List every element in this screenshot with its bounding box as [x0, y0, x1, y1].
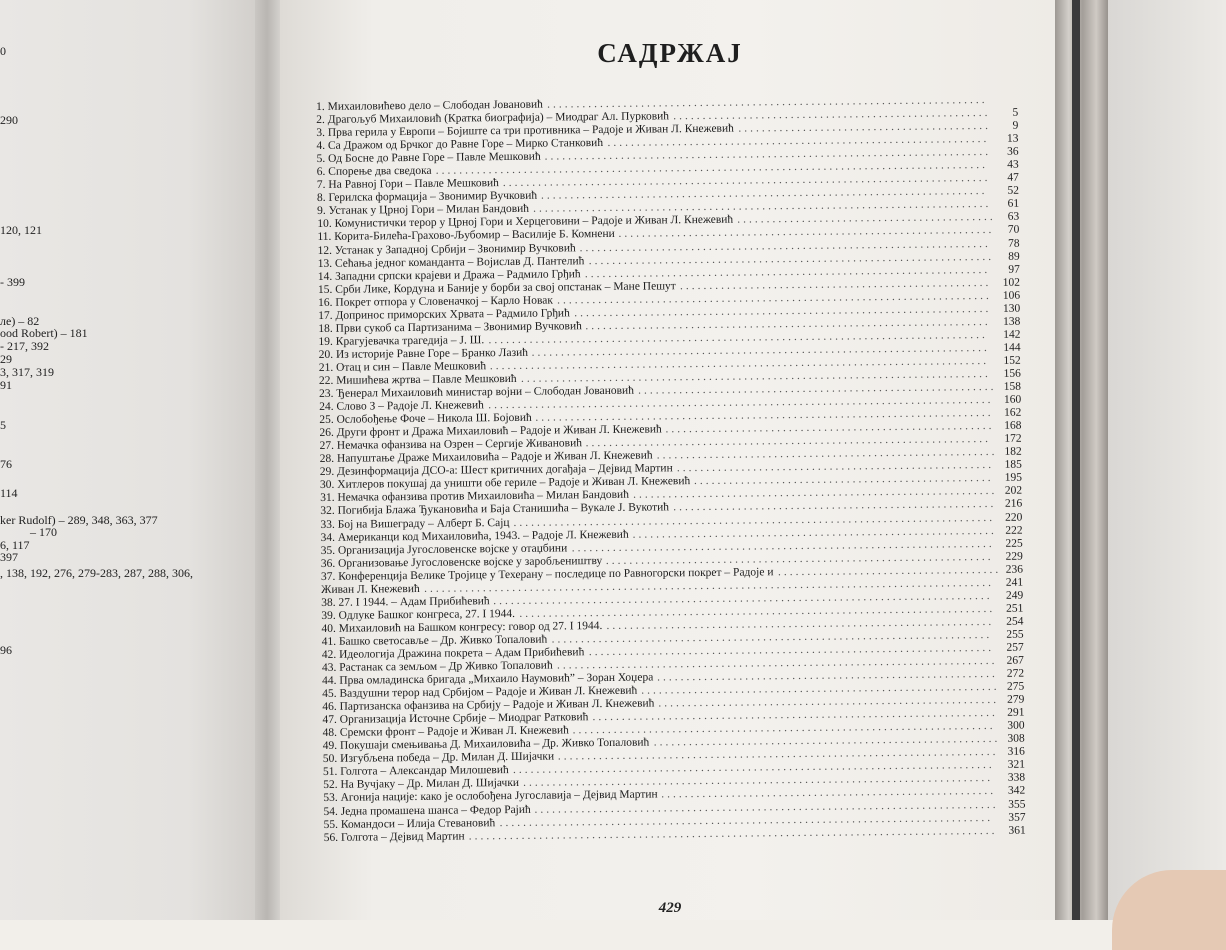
toc-entry-title: 23. Ђенерал Михаиловић министар војни – Слободан Јовановић — [319, 385, 634, 401]
toc-entry-page: 254 — [1001, 615, 1023, 628]
toc-entry-title: 55. Командоси – Илија Стевановић — [324, 817, 496, 832]
toc-entry-title: 33. Бој на Вишеграду – Алберт Б. Сајц — [320, 516, 509, 531]
toc-entry-title: 45. Ваздушни терор над Србијом – Радоје и Живан Л. Кнежевић — [322, 685, 637, 701]
toc-entry-title: 30. Хитлеров покушај да уништи обе гериле – Радоје и Живан Л. Кнежевић — [320, 475, 690, 492]
toc-entry-page: 229 — [1001, 550, 1023, 563]
toc-leader-dots: ........................................................................... — [552, 629, 1002, 647]
index-fragment: 290 — [0, 113, 18, 128]
toc-leader-dots: .................................................................. — [606, 550, 1001, 567]
toc-leader-dots: ........................................................... — [654, 733, 1003, 750]
toc-entry-page: 291 — [1002, 707, 1024, 720]
toc-entry-title: 46. Партизанска офанзива на Србију – Радоје и Живан Л. Кнежевић — [322, 698, 654, 714]
toc-entry-page: 9 — [996, 120, 1018, 133]
toc-entry-page: 152 — [999, 355, 1021, 368]
toc-entry-page: 142 — [998, 328, 1020, 341]
toc-entry-page: 249 — [1001, 589, 1023, 602]
index-fragment: 96 — [0, 643, 12, 658]
toc-entry-page: 355 — [1003, 798, 1025, 811]
toc-entry-title: 2. Драгољуб Михаиловић (Кратка биографија) – Миодраг Ал. Пурковић — [316, 110, 669, 127]
toc-leader-dots: ....................................................... — [673, 498, 1000, 514]
index-fragment: 114 — [0, 486, 18, 501]
toc-leader-dots: .......................................................... — [657, 446, 1000, 463]
toc-leader-dots: ..................................................................................... — [488, 329, 998, 347]
toc-leader-dots: ..................................................................... — [589, 642, 1002, 659]
toc-entry-title: 5. Од Босне до Равне Горе – Павле Мешковић — [317, 151, 541, 166]
toc-entry-page: 361 — [1004, 824, 1026, 837]
toc-entry-title: 16. Покрет отпора у Словеначкој – Карло Новак — [318, 294, 553, 309]
toc-entry-title: 49. Покушаји смењивања Д. Михаиловића – Др. Живко Топаловић — [323, 737, 650, 753]
page-title: САДРЖАЈ — [280, 38, 1060, 69]
toc-leader-dots: ........................................................ — [665, 420, 999, 436]
toc-entry-title: 54. Једна промашена шанса – Федор Рајић — [323, 803, 530, 818]
toc-entry-page: 182 — [1000, 446, 1022, 459]
toc-leader-dots: ..................................................................................... — [493, 590, 1001, 608]
toc-entry-title: 34. Американци код Михаиловића, 1943. – Радоје Л. Кнежевић — [321, 528, 629, 544]
toc-entry-page: 130 — [998, 302, 1020, 315]
toc-entry-page: 102 — [998, 276, 1020, 289]
toc-leader-dots: ............................................................. — [641, 681, 1002, 698]
toc-leader-dots: ........................................................................ — [572, 537, 1001, 554]
toc-entry-page: 267 — [1002, 655, 1024, 668]
toc-entry-page: 321 — [1003, 759, 1025, 772]
toc-entry-title: 52. На Вучјаку – Др. Милан Д. Шијачки — [323, 777, 519, 792]
toc-leader-dots: .......................................................................... — [557, 290, 998, 308]
toc-leader-dots: ...................................................................... — [579, 237, 997, 254]
toc-leader-dots: ............................................................................ — [541, 185, 997, 203]
page-number: 429 — [280, 900, 1060, 917]
toc-leader-dots: ............................................................................ — [545, 146, 997, 164]
toc-leader-dots: ........................................................................ — [573, 720, 1003, 738]
toc-entry-page: 89 — [998, 250, 1020, 263]
toc-entry-page: 97 — [998, 263, 1020, 276]
toc-entry-title: 51. Голгота – Александар Милошевић — [323, 764, 509, 779]
index-fragment: , 138, 192, 276, 279-283, 287, 288, 306, — [0, 566, 193, 581]
toc-entry-title: 18. Први сукоб са Партизанима – Звонимир Вучковић — [318, 320, 582, 336]
toc-entry-title: 19. Крагујевачка трагедија – Ј. Ш. — [318, 334, 484, 349]
toc-entry-page: 156 — [999, 368, 1021, 381]
toc-leader-dots: ..................................................................................... — [490, 355, 999, 373]
toc-entry-page: 222 — [1000, 524, 1022, 537]
toc-entry-page: 357 — [1003, 811, 1025, 824]
toc-entry-title: 21. Отац и син – Павле Мешковић — [319, 360, 486, 375]
index-fragment: ле) – 82 — [0, 314, 39, 329]
index-fragment: 76 — [0, 457, 12, 472]
toc-leader-dots: .................................................................................. — [513, 759, 1003, 777]
index-fragment: 0 — [0, 44, 6, 59]
toc-entry-title: 27. Немачка офанзива на Озрен – Сергије Живановић — [320, 437, 582, 453]
toc-entry-title: 53. Агонија нације: како је ослобођена Југославија – Дејвид Мартин — [323, 789, 658, 806]
toc-entry-page: 13 — [996, 133, 1018, 146]
toc-entry-page: 300 — [1003, 720, 1025, 733]
toc-leader-dots: .......................................................... — [658, 694, 1002, 711]
toc-entry-title: 32. Погибија Блажа Ђукановића и Баја Станишића – Вукале Ј. Вукотић — [320, 502, 669, 519]
toc-entry-title: 26. Други фронт и Дража Михаиловић – Радоје и Живан Л. Кнежевић — [319, 424, 661, 441]
toc-entry-page: 162 — [999, 407, 1021, 420]
toc-leader-dots: .............................................................. — [632, 524, 1000, 541]
toc-entry-title: 37. Конференција Велике Тројице у Техерану – последице по Равногорски покрет – Радоје и — [321, 566, 774, 584]
toc-entry-title: 22. Мишићева жртва – Павле Мешковић — [319, 373, 517, 388]
toc-leader-dots: ..................................................................... — [586, 433, 1000, 450]
toc-entry-page: 5 — [996, 107, 1018, 120]
toc-entry-title: 38. 27. I 1944. – Адам Прибићевић — [321, 595, 490, 610]
toc-leader-dots: ........................................................................... — [557, 655, 1002, 673]
toc-entry-page: 195 — [1000, 472, 1022, 485]
toc-entry-title: 40. Михаиловић на Башком конгресу: говор од 27. I 1944. — [321, 620, 602, 636]
index-fragment: ker Rudolf) – 289, 348, 363, 377 — [0, 513, 158, 528]
toc-entry-page: 225 — [1001, 537, 1023, 550]
toc-entry-title: 9. Устанак у Црној Гори – Милан Бандовић — [317, 203, 529, 218]
toc-entry-page: 316 — [1003, 746, 1025, 759]
toc-entry-title: 39. Одлуке Башког конгреса, 27. I 1944. — [321, 608, 515, 623]
toc-entry-title: 15. Срби Лике, Кордуна и Баније у борби за свој опстанак – Мане Пешут — [318, 280, 676, 297]
toc-leader-dots: ...................................................... — [673, 107, 996, 123]
toc-entry-title: 12. Устанак у Западној Србији – Звонимир Вучковић — [318, 242, 576, 258]
toc-entry-title: Живан Л. Кнежевић — [321, 583, 420, 597]
toc-entry-page: 138 — [998, 315, 1020, 328]
toc-entry-title: 56. Голгота – Дејвид Мартин — [324, 830, 465, 844]
toc-entry-page: 70 — [997, 224, 1019, 237]
toc-entry-title: 31. Немачка офанзива против Михаиловића – Милан Бандовић — [320, 489, 629, 505]
toc-leader-dots: ................................................................. — [607, 133, 996, 150]
toc-leader-dots: ................................................................................... — [503, 172, 997, 190]
toc-entry-title: 20. Из историје Равне Горе – Бранко Лазић — [319, 347, 528, 362]
toc-leader-dots: ...................................................................................... — [488, 394, 999, 412]
background — [1108, 0, 1226, 920]
toc-leader-dots: ................................................... — [694, 472, 1000, 488]
toc-entry-title: 10. Комунистички терор у Црној Гори и Херцеговини – Радоје и Живан Л. Кнежевић — [317, 214, 733, 231]
toc-leader-dots: ..................................................................... — [592, 707, 1002, 724]
toc-leader-dots: ................................................................................ — [523, 772, 1003, 790]
toc-entry-page: 106 — [998, 289, 1020, 302]
toc-leader-dots: ..................................................................... — [585, 316, 998, 333]
toc-entry-title: 3. Прва герила у Европи – Бојиште са три противника – Радоје и Живан Л. Кнежевић — [316, 123, 734, 140]
toc-leader-dots: ............................................ — [737, 211, 997, 227]
toc-leader-dots: ..................................................................... — [589, 250, 998, 267]
index-fragment: - 217, 392 — [0, 339, 49, 354]
toc-entry-title: 11. Корита-Билећа-Грахово-Љубомир – Василије Б. Комнени — [317, 228, 614, 244]
book-cover-edge — [1055, 0, 1110, 920]
cover-spine-band — [1072, 0, 1080, 920]
toc-entry-title: 41. Башко светосавље – Др. Живко Топаловић — [322, 634, 548, 649]
toc-entry-page: 255 — [1002, 629, 1024, 642]
toc-entry-page: 185 — [1000, 459, 1022, 472]
index-fragment: 3, 317, 319 — [0, 365, 54, 380]
toc-leader-dots: ............................................................................... — [534, 798, 1003, 816]
toc-entry-page: 63 — [997, 211, 1019, 224]
toc-leader-dots: ..................................................................... — [585, 263, 998, 280]
index-fragment: – 170 — [30, 525, 57, 540]
toc-leader-dots: .......................................................... — [657, 668, 1002, 685]
toc-entry-title: 24. Слово З – Радоје Л. Кнежевић — [319, 399, 484, 414]
toc-entry-page: 47 — [997, 172, 1019, 185]
toc-entry-title: 1. Михаиловићево дело – Слободан Јовановић — [316, 99, 543, 114]
toc-leader-dots: ........................................................................... — [547, 94, 996, 112]
toc-entry-page: 61 — [997, 198, 1019, 211]
toc-entry-title: 8. Герилска формација – Звонимир Вучковић — [317, 190, 537, 205]
toc-leader-dots: .............................................................................. — [535, 407, 999, 425]
toc-entry-title: 29. Дезинформација ДСО-а: Шест критичних догађаја – Дејвид Мартин — [320, 463, 673, 480]
toc-entry-title: 17. Допринос приморских Хрвата – Радмило Грђић — [318, 307, 570, 323]
toc-entry-title: 48. Сремски фронт – Радоје и Живан Л. Кнежевић — [323, 725, 569, 741]
toc-leader-dots: ......................................................... — [661, 785, 1003, 802]
toc-entry-page: 172 — [1000, 433, 1022, 446]
toc-entry-page: 275 — [1002, 681, 1024, 694]
toc-entry-title: 36. Организовање Југословенске војске у заробљеништву — [321, 555, 602, 571]
toc-entry-page: 272 — [1002, 668, 1024, 681]
toc-entry-title: 35. Организација Југословенске војске у отаџбини — [321, 542, 568, 558]
toc-leader-dots: .............................................................................. — [533, 198, 997, 216]
toc-entry-page: 202 — [1000, 485, 1022, 498]
toc-entry-page: 36 — [997, 146, 1019, 159]
toc-entry-title: 13. Сећања једног команданта – Војислав Д. Пантелић — [318, 255, 585, 271]
index-fragment: 91 — [0, 378, 12, 393]
toc-entry-page: 279 — [1002, 694, 1024, 707]
toc-entry-page: 241 — [1001, 576, 1023, 589]
toc-entry-page: 160 — [999, 394, 1021, 407]
index-fragment: - 399 — [0, 275, 25, 290]
toc-entry-page: 251 — [1001, 602, 1023, 615]
contents-page — [280, 0, 1060, 920]
toc-leader-dots: ................................................................................. — [519, 603, 1001, 621]
toc-leader-dots: ........................................................................... — [558, 746, 1003, 764]
index-fragment: 29 — [0, 352, 12, 367]
toc-leader-dots: ................................................................................................. — [424, 577, 1001, 596]
toc-entry-title: 4. Са Дражом од Брчког до Равне Горе – Мирко Станковић — [316, 137, 603, 153]
toc-leader-dots: ..................................................... — [680, 277, 998, 293]
toc-entry-page: 236 — [1001, 563, 1023, 576]
toc-leader-dots: .............................................................................................. — [436, 159, 997, 178]
toc-leader-dots: .................................................................. — [606, 616, 1001, 633]
index-fragment: 397 — [0, 550, 18, 565]
toc-leader-dots: ....................................................................... — [574, 303, 998, 320]
toc-leader-dots: .............................................................................. — [532, 342, 999, 360]
toc-leader-dots: ...................................... — [778, 564, 1001, 579]
toc-leader-dots: ........................................... — [738, 120, 996, 136]
toc-entry-title: 50. Изгубљена победа – Др. Милан Д. Шијачки — [323, 751, 554, 766]
index-fragment: 6, 117 — [0, 538, 30, 553]
toc-leader-dots: .................................................................................. — [513, 511, 1000, 529]
toc-leader-dots: .................................................................................... — [500, 811, 1004, 829]
toc-entry-page: 257 — [1002, 642, 1024, 655]
toc-leader-dots: .............................................................. — [633, 485, 1000, 502]
toc-entry-page: 43 — [997, 159, 1019, 172]
toc-entry-page: 52 — [997, 185, 1019, 198]
index-fragment: ood Robert) – 181 — [0, 326, 88, 341]
toc-entry-title: 7. На Равној Гори – Павле Мешковић — [317, 177, 499, 192]
toc-leader-dots: ............................................................. — [638, 381, 999, 398]
previous-page — [0, 0, 268, 920]
toc-entry-page: 78 — [997, 237, 1019, 250]
toc-entry-title: 44. Прва омладинска бригада „Михаило Наумовић” – Зоран Хоџера — [322, 672, 653, 688]
toc-entry-title: 25. Ослобођење Фоче – Никола Ш. Бојовић — [319, 412, 532, 427]
toc-leader-dots: ................................................................ — [618, 224, 997, 241]
table-of-contents — [316, 94, 1026, 845]
toc-entry-page: 144 — [999, 342, 1021, 355]
toc-entry-title: 43. Растанак са земљом – Др Живко Топаловић — [322, 660, 553, 675]
toc-entry-page: 308 — [1003, 733, 1025, 746]
toc-entry-page: 220 — [1000, 511, 1022, 524]
toc-entry-title: 6. Спорење два сведока — [317, 165, 432, 179]
toc-leader-dots: .......................................................................................... — [469, 824, 1004, 843]
toc-leader-dots: ...................................................... — [677, 459, 1000, 475]
toc-entry-page: 168 — [999, 420, 1021, 433]
toc-entry-title: 14. Западни српски крајеви и Дража – Радмило Грђић — [318, 268, 581, 284]
toc-leader-dots: ................................................................................ — [521, 368, 999, 386]
index-fragment: 5 — [0, 418, 6, 433]
toc-entry-title: 47. Организација Источне Србије – Миодраг Ратковић — [322, 711, 588, 727]
toc-entry-page: 158 — [999, 381, 1021, 394]
index-fragment: 120, 121 — [0, 223, 42, 238]
toc-entry-title: 42. Идеологија Дражина покрета – Адам Прибићевић — [322, 646, 585, 662]
toc-entry-page: 338 — [1003, 772, 1025, 785]
toc-entry-page: 216 — [1000, 498, 1022, 511]
toc-entry-page: 342 — [1003, 785, 1025, 798]
toc-entry-title: 28. Напуштање Драже Михаиловића – Радоје и Живан Л. Кнежевић — [320, 450, 653, 466]
